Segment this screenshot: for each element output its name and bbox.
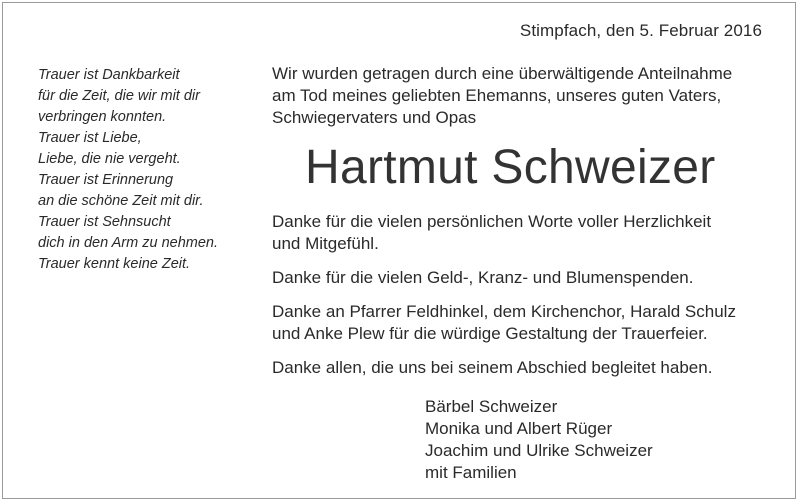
mourning-poem [38, 65, 218, 275]
poem-line: für die Zeit, die wir mit dir [38, 88, 200, 104]
thanks-section [272, 211, 772, 391]
poem-line: Liebe, die nie vergeht. [38, 151, 181, 167]
intro-line: Schwiegervaters und Opas [272, 108, 477, 127]
thanks-paragraph [272, 211, 772, 255]
deceased-name: Hartmut Schweizer [305, 141, 716, 194]
poem-line: Trauer ist Sehnsucht [38, 214, 171, 230]
intro-text [272, 63, 772, 129]
poem-line: Trauer ist Dankbarkeit [38, 67, 180, 83]
thanks-line: und Anke Plew für die würdige Gestaltung der Trauerfeier. [272, 324, 708, 343]
intro-line: am Tod meines geliebten Ehemanns, unseres guten Vaters, [272, 86, 722, 105]
poem-line: Trauer ist Erinnerung [38, 172, 174, 188]
intro-line: Wir wurden getragen durch eine überwältigende Anteilnahme [272, 64, 733, 83]
thanks-line: und Mitgefühl. [272, 234, 379, 253]
thanks-paragraph [272, 301, 772, 345]
thanks-paragraph [272, 357, 772, 379]
thanks-line: Danke für die vielen persönlichen Worte voller Herzlichkeit [272, 212, 712, 231]
poem-line: dich in den Arm zu nehmen. [38, 235, 219, 251]
thanks-line: Danke allen, die uns bei seinem Abschied begleitet haben. [272, 358, 713, 377]
place-date: Stimpfach, den 5. Februar 2016 [519, 21, 762, 40]
poem-line: Trauer kennt keine Zeit. [38, 256, 191, 272]
signatories [425, 396, 653, 484]
signatory-line: mit Familien [425, 463, 517, 482]
thanks-paragraph [272, 267, 772, 289]
poem-line: an die schöne Zeit mit dir. [38, 193, 204, 209]
poem-line: Trauer ist Liebe, [38, 130, 142, 146]
poem-line: verbringen konnten. [38, 109, 167, 125]
thanks-line: Danke für die vielen Geld-, Kranz- und Blumenspenden. [272, 268, 694, 287]
signatory-line: Joachim und Ulrike Schweizer [425, 441, 653, 460]
signatory-line: Monika und Albert Rüger [425, 419, 613, 438]
thanks-line: Danke an Pfarrer Feldhinkel, dem Kirchenchor, Harald Schulz [272, 302, 736, 321]
signatory-line: Bärbel Schweizer [425, 397, 558, 416]
